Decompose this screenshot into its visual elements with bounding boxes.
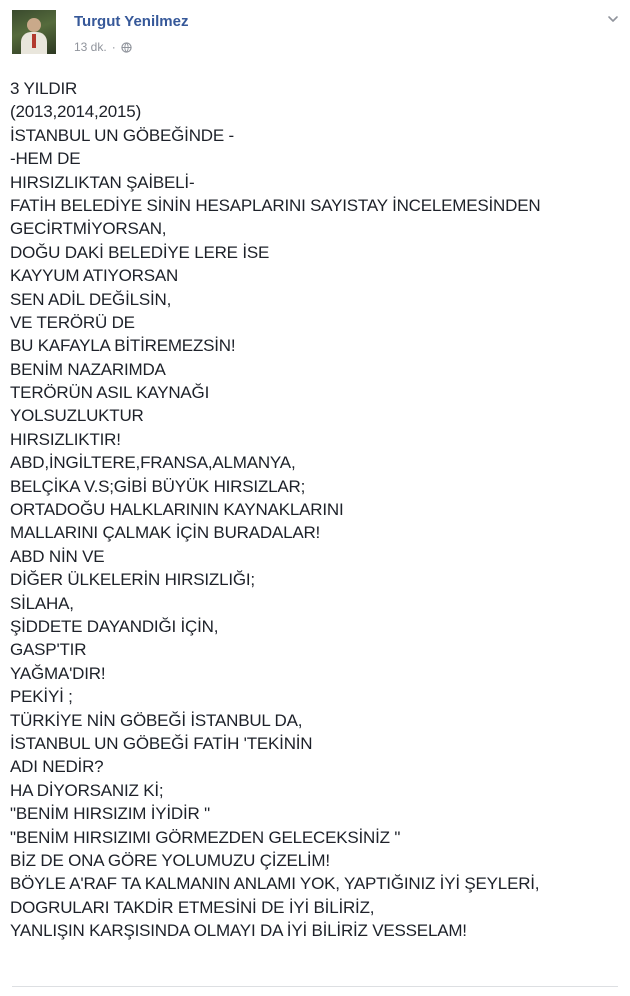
post-text-line: İSTANBUL UN GÖBEĞİ FATİH 'TEKİNİN xyxy=(10,733,313,753)
post-text-line: BENİM NAZARIMDA xyxy=(10,359,166,379)
post-text-line: HA DİYORSANIZ Kİ; xyxy=(10,780,164,800)
avatar[interactable] xyxy=(12,10,56,54)
meta-separator: · xyxy=(111,40,116,54)
post-text-line: TERÖRÜN ASIL KAYNAĞI xyxy=(10,383,210,403)
post-text-line: HIRSIZLIKTAN ŞAİBELİ- xyxy=(10,172,195,192)
post-text-line: İSTANBUL UN GÖBEĞİNDE - xyxy=(10,125,234,145)
chevron-down-icon[interactable] xyxy=(607,13,619,25)
post-text-line: PEKİYİ ; xyxy=(10,687,73,707)
post-text-line: YOLSUZLUKTUR xyxy=(10,406,144,426)
post-text-line: BU KAFAYLA BİTİREMEZSİN! xyxy=(10,336,236,356)
post-text-line: "BENİM HIRSIZIM İYİDİR " xyxy=(10,804,210,824)
post-text-line: GASP'TIR xyxy=(10,640,87,660)
post-text-line: BELÇİKA V.S;GİBİ BÜYÜK HIRSIZLAR; xyxy=(10,476,306,496)
post-text-line: ŞİDDETE DAYANDIĞI İÇİN, xyxy=(10,616,219,636)
avatar-head xyxy=(27,18,41,32)
post-text-line: -HEM DE xyxy=(10,149,81,169)
post-text-line: MALLARINI ÇALMAK İÇİN BURADALAR! xyxy=(10,523,321,543)
post-text-line: DOĞU DAKİ BELEDİYE LERE İSE xyxy=(10,242,270,262)
post-text-line: FATİH BELEDİYE SİNİN HESAPLARINI SAYISTAY İNCELEMESİNDEN xyxy=(10,195,541,215)
post-text-line: YANLIŞIN KARŞISINDA OLMAYI DA İYİ BİLİRİZ VESSELAM! xyxy=(10,921,467,941)
divider xyxy=(12,986,618,987)
post-text-line: TÜRKİYE NİN GÖBEĞİ İSTANBUL DA, xyxy=(10,710,303,730)
post-text-line: BİZ DE ONA GÖRE YOLUMUZU ÇİZELİM! xyxy=(10,850,330,870)
post-text-line: SİLAHA, xyxy=(10,593,74,613)
post-text-line: (2013,2014,2015) xyxy=(10,102,142,122)
post-text xyxy=(10,77,620,942)
avatar-tie xyxy=(32,34,36,48)
post-text-line: ADI NEDİR? xyxy=(10,757,104,777)
post-text-line: GECİRTMİYORSAN, xyxy=(10,219,167,239)
post-text-line: SEN ADİL DEĞİLSİN, xyxy=(10,289,172,309)
post-text-line: ORTADOĞU HALKLARININ KAYNAKLARINI xyxy=(10,500,344,520)
post-text-line: ABD NİN VE xyxy=(10,546,105,566)
post-text-line: HIRSIZLIKTIR! xyxy=(10,429,121,449)
post-text-line: DİĞER ÜLKELERİN HIRSIZLIĞI; xyxy=(10,570,255,590)
post-text-line: "BENİM HIRSIZIMI GÖRMEZDEN GELECEKSİNİZ " xyxy=(10,827,401,847)
globe-icon[interactable] xyxy=(121,42,132,53)
post-text-line: YAĞMA'DIR! xyxy=(10,663,106,683)
post-text-line: 3 YILDIR xyxy=(10,79,78,98)
post-meta xyxy=(74,40,132,54)
post-text-line: KAYYUM ATIYORSAN xyxy=(10,266,179,286)
post-text-line: BÖYLE A'RAF TA KALMANIN ANLAMI YOK, YAPTIĞINIZ İYİ ŞEYLERİ, xyxy=(10,874,540,894)
author-name-link[interactable]: Turgut Yenilmez xyxy=(74,13,189,30)
post-text-line: ABD,İNGİLTERE,FRANSA,ALMANYA, xyxy=(10,453,296,473)
post-timestamp[interactable]: 13 dk. xyxy=(74,40,107,54)
post-text-line: VE TERÖRÜ DE xyxy=(10,312,135,332)
post-text-line: DOGRULARI TAKDİR ETMESİNİ DE İYİ BİLİRİZ, xyxy=(10,897,375,917)
